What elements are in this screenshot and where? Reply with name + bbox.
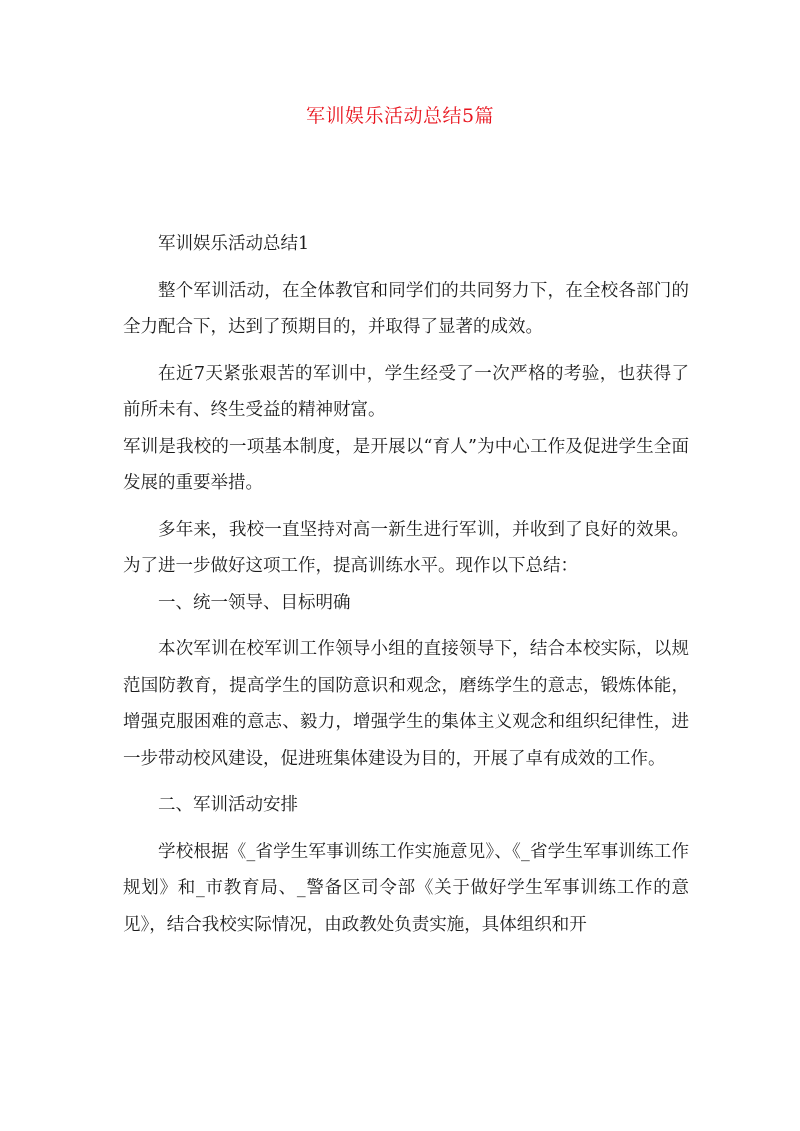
paragraph: 军训是我校的一项基本制度，是开展以“育人”为中心工作及促进学生全面发展的重要举措。: [123, 436, 689, 493]
paragraph: 本次军训在校军训工作领导小组的直接领导下，结合本校实际，以规范国防教育，提高学生的国防意识和观念，磨练学生的意志，锻炼体能，增强克服困难的意志、毅力，增强学生的集体主义观念和组织纪律性，进一步带动校风建设，促进班集体建设为目的，开展了卓有成效的工作。: [123, 639, 689, 769]
paragraph: 多年来，我校一直坚持对高一新生进行军训，并收到了良好的效果。为了进一步做好这项工作，提高训练水平。现作以下总结：: [123, 519, 689, 576]
section-heading: 二、军训活动安排: [158, 795, 298, 815]
paragraph: 学校根据《_省学生军事训练工作实施意见》、《_省学生军事训练工作规划》和_市教育局、_警备区司令部《关于做好学生军事训练工作的意见》，结合我校实际情况，由政教处负责实施，具体组织和开: [123, 841, 689, 935]
section-heading: 一、统一领导、目标明确: [158, 592, 351, 613]
paragraph: 整个军训活动，在全体教官和同学们的共同努力下，在全校各部门的全力配合下，达到了预期目的，并取得了显著的成效。: [123, 280, 689, 337]
document-body: [123, 226, 689, 943]
paragraph: 在近7天紧张艰苦的军训中，学生经受了一次严格的考验，也获得了前所未有、终生受益的精神财富。: [123, 363, 689, 420]
paragraph-heading-1: 军训娱乐活动总结1: [158, 234, 310, 254]
document-title: 军训娱乐活动总结5篇: [305, 105, 495, 127]
